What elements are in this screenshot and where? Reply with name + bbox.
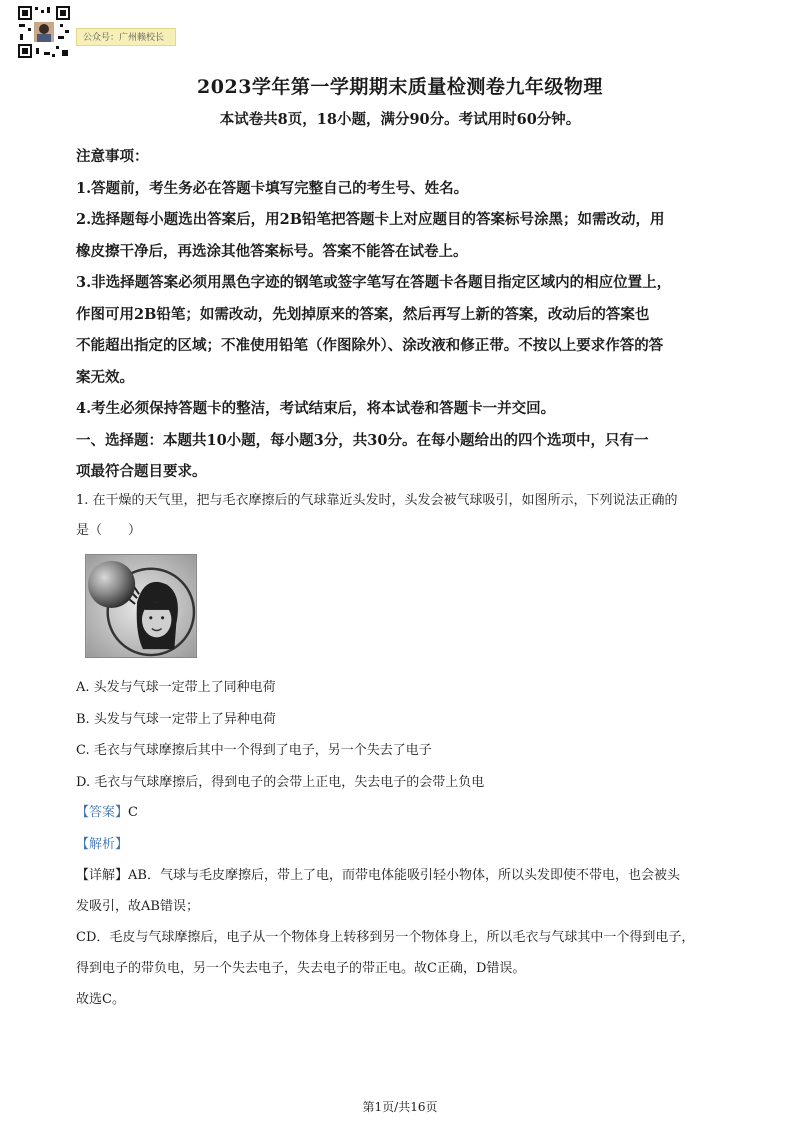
qr-code-icon xyxy=(16,4,72,60)
detail-line: 发吸引，故AB错误； xyxy=(76,899,199,914)
notice-line: 不能超出指定的区域；不准使用铅笔（作图除外）、涂改液和修正带。不按以上要求作答的答 xyxy=(76,337,664,354)
notice-line: 3.非选择题答案必须用黑色字迹的钢笔或签字笔写在答题卡各题目指定区域内的相应位置上， xyxy=(76,274,672,291)
question-1-stem xyxy=(76,486,736,546)
detail-line: CD．毛皮与气球摩擦后，电子从一个物体身上转移到另一个物体身上，所以毛衣与气球其中一个得到电子， xyxy=(76,930,695,945)
balloon-hair-photo xyxy=(85,554,197,658)
page-subtitle: 本试卷共8页，18小题，满分90分。考试用时60分钟。 xyxy=(219,111,581,128)
notice-line: 1.答题前，考生务必在答题卡填写完整自己的考生号、姓名。 xyxy=(76,179,469,197)
notice-line: 2.选择题每小题选出答案后，用2B铅笔把答题卡上对应题目的答案标号涂黑；如需改动，用 xyxy=(76,211,665,228)
option-b: B. 头发与气球一定带上了异种电荷 xyxy=(76,711,276,727)
notice-line: 作图可用2B铅笔；如需改动，先划掉原来的答案，然后再写上新的答案，改动后的答案也 xyxy=(76,305,650,323)
question-1-options xyxy=(76,672,736,798)
section-heading: 一、选择题：本题共10小题，每小题3分，共30分。在每小题给出的四个选项中，只有一 xyxy=(76,431,649,449)
option-c: C. 毛衣与气球摩擦后其中一个得到了电子，另一个失去了电子 xyxy=(76,743,432,758)
answer-line xyxy=(76,797,736,829)
answer-value: C xyxy=(128,805,138,820)
analysis-line xyxy=(76,829,736,861)
explanation-section xyxy=(76,860,740,1015)
detail-line: 故选C。 xyxy=(76,992,125,1007)
wechat-account-tag: 公众号：广州赖校长 xyxy=(76,28,176,46)
answer-section xyxy=(76,797,736,860)
page-number: 第1页/共16页 xyxy=(362,1100,438,1114)
notice-line: 4.考生必须保持答题卡的整洁，考试结束后，将本试卷和答题卡一并交回。 xyxy=(76,400,556,417)
section-heading-cont: 项最符合题目要求。 xyxy=(76,463,207,480)
answer-tag: 【答案】 xyxy=(76,805,129,820)
analysis-tag: 【解析】 xyxy=(76,836,129,852)
detail-text: AB．气球与毛皮摩擦后，带上了电，而带电体能吸引轻小物体，所以头发即使不带电，也会被头 xyxy=(128,868,680,883)
notice-heading: 注意事项： xyxy=(76,148,149,165)
option-a: A. 头发与气球一定带上了同种电荷 xyxy=(76,680,276,695)
notice-section xyxy=(76,141,736,488)
question-stem-line: 1. 在干燥的天气里，把与毛衣摩擦后的气球靠近头发时，头发会被气球吸引，如图所示，下列说法正确的 xyxy=(76,493,678,508)
detail-line xyxy=(76,860,740,891)
notice-line: 案无效。 xyxy=(76,368,134,386)
question-stem-line: 是（ ） xyxy=(76,523,142,538)
detail-tag: 【详解】 xyxy=(76,868,129,883)
page-title: 2023学年第一学期期末质量检测卷九年级物理 xyxy=(197,76,603,98)
option-d: D. 毛衣与气球摩擦后，得到电子的会带上正电，失去电子的会带上负电 xyxy=(76,774,485,790)
notice-line: 橡皮擦干净后，再选涂其他答案标号。答案不能答在试卷上。 xyxy=(76,242,468,260)
detail-line: 得到电子的带负电，另一个失去电子，失去电子的带正电。故C正确，D错误。 xyxy=(76,961,526,976)
